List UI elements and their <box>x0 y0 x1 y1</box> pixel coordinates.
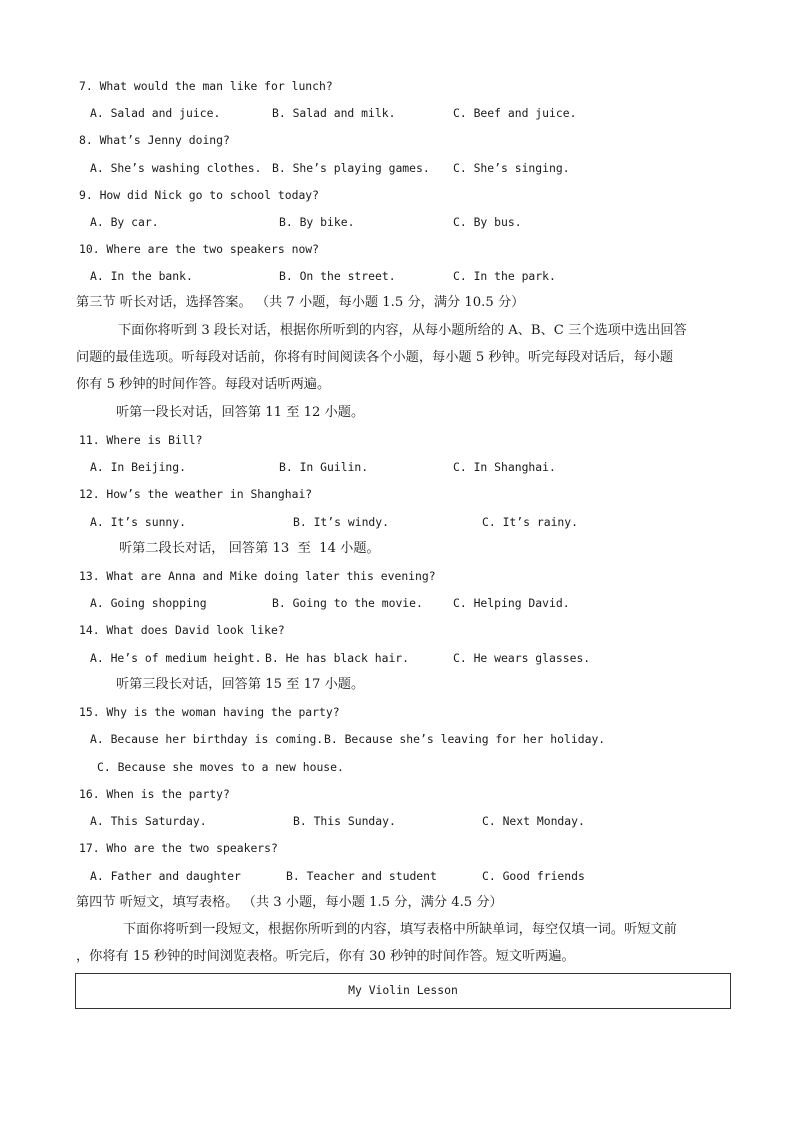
question-8-option-c: C. She’s singing. <box>453 161 570 175</box>
dialog-1-instruction: 听第一段长对话，回答第 11 至 12 小题。 <box>116 405 365 420</box>
table-title: My Violin Lesson <box>348 983 458 997</box>
question-15: 15. Why is the woman having the party? <box>79 705 340 719</box>
question-17: 17. Who are the two speakers? <box>79 841 278 855</box>
question-7: 7. What would the man like for lunch? <box>79 79 333 93</box>
question-9-option-c: C. By bus. <box>453 215 522 229</box>
section-3-instructions-line-3: 你有 5 秒钟的时间作答。每段对话听两遍。 <box>76 377 331 392</box>
question-15-option-c: C. Because she moves to a new house. <box>97 760 344 774</box>
question-16-option-a: A. This Saturday. <box>90 814 207 828</box>
section-4-instructions-line-2: ，你将有 15 秒钟的时间浏览表格。听完后，你有 30 秒钟的时间作答。短文听两遍。 <box>76 949 575 964</box>
section-4-heading: 第四节 听短文，填写表格。 （共 3 小题，每小题 1.5 分，满分 4.5 分） <box>76 895 503 910</box>
dialog-2-instruction: 听第二段长对话， 回答第 13 至 14 小题。 <box>119 541 380 556</box>
question-17-option-b: B. Teacher and student <box>286 869 437 883</box>
question-13: 13. What are Anna and Mike doing later this evening? <box>79 569 436 583</box>
question-14-option-c: C. He wears glasses. <box>453 651 591 665</box>
question-11-option-c: C. In Shanghai. <box>453 460 556 474</box>
question-10-option-a: A. In the bank. <box>90 269 193 283</box>
question-8-option-a: A. She’s washing clothes. <box>90 161 262 175</box>
section-3-instructions-line-1: 下面你将听到 3 段长对话，根据你所听到的内容，从每小题所给的 A、B、C 三个选项中选出回答 <box>118 323 687 338</box>
section-4-instructions-line-1: 下面你将听到一段短文，根据你所听到的内容，填写表格中所缺单词，每空仅填一词。听短文前 <box>123 922 677 937</box>
question-7-option-c: C. Beef and juice. <box>453 106 577 120</box>
question-9-option-a: A. By car. <box>90 215 159 229</box>
question-12: 12. How’s the weather in Shanghai? <box>79 487 313 501</box>
question-11-option-b: B. In Guilin. <box>279 460 369 474</box>
question-10-option-b: B. On the street. <box>279 269 396 283</box>
question-13-option-a: A. Going shopping <box>90 596 207 610</box>
question-12-option-a: A. It’s sunny. <box>90 515 187 529</box>
question-10: 10. Where are the two speakers now? <box>79 242 320 256</box>
question-7-option-b: B. Salad and milk. <box>272 106 396 120</box>
question-7-option-a: A. Salad and juice. <box>90 106 221 120</box>
question-8: 8. What’s Jenny doing? <box>79 133 230 147</box>
question-14-option-a: A. He’s of medium height. <box>90 651 262 665</box>
question-9: 9. How did Nick go to school today? <box>79 188 320 202</box>
question-16-option-c: C. Next Monday. <box>482 814 585 828</box>
question-11-option-a: A. In Beijing. <box>90 460 187 474</box>
section-3-heading: 第三节 听长对话，选择答案。 （共 7 小题，每小题 1.5 分，满分 10.5 分） <box>76 295 525 310</box>
question-13-option-c: C. Helping David. <box>453 596 570 610</box>
question-13-option-b: B. Going to the movie. <box>272 596 423 610</box>
question-15-option-a: A. Because her birthday is coming. <box>90 732 324 746</box>
question-12-option-b: B. It’s windy. <box>293 515 390 529</box>
dialog-3-instruction: 听第三段长对话，回答第 15 至 17 小题。 <box>116 677 365 692</box>
question-9-option-b: B. By bike. <box>279 215 355 229</box>
question-16-option-b: B. This Sunday. <box>293 814 396 828</box>
question-12-option-c: C. It’s rainy. <box>482 515 579 529</box>
question-8-option-b: B. She’s playing games. <box>272 161 430 175</box>
question-11: 11. Where is Bill? <box>79 433 203 447</box>
question-17-option-c: C. Good friends <box>482 869 585 883</box>
question-14-option-b: B. He has black hair. <box>265 651 410 665</box>
question-16: 16. When is the party? <box>79 787 230 801</box>
question-15-option-b: B. Because she’s leaving for her holiday. <box>324 732 606 746</box>
question-14: 14. What does David look like? <box>79 623 285 637</box>
violin-lesson-table <box>75 973 731 1009</box>
section-3-instructions-line-2: 问题的最佳选项。听每段对话前，你将有时间阅读各个小题，每小题 5 秒钟。听完每段对话后，每小题 <box>76 350 674 365</box>
question-17-option-a: A. Father and daughter <box>90 869 241 883</box>
question-10-option-c: C. In the park. <box>453 269 556 283</box>
